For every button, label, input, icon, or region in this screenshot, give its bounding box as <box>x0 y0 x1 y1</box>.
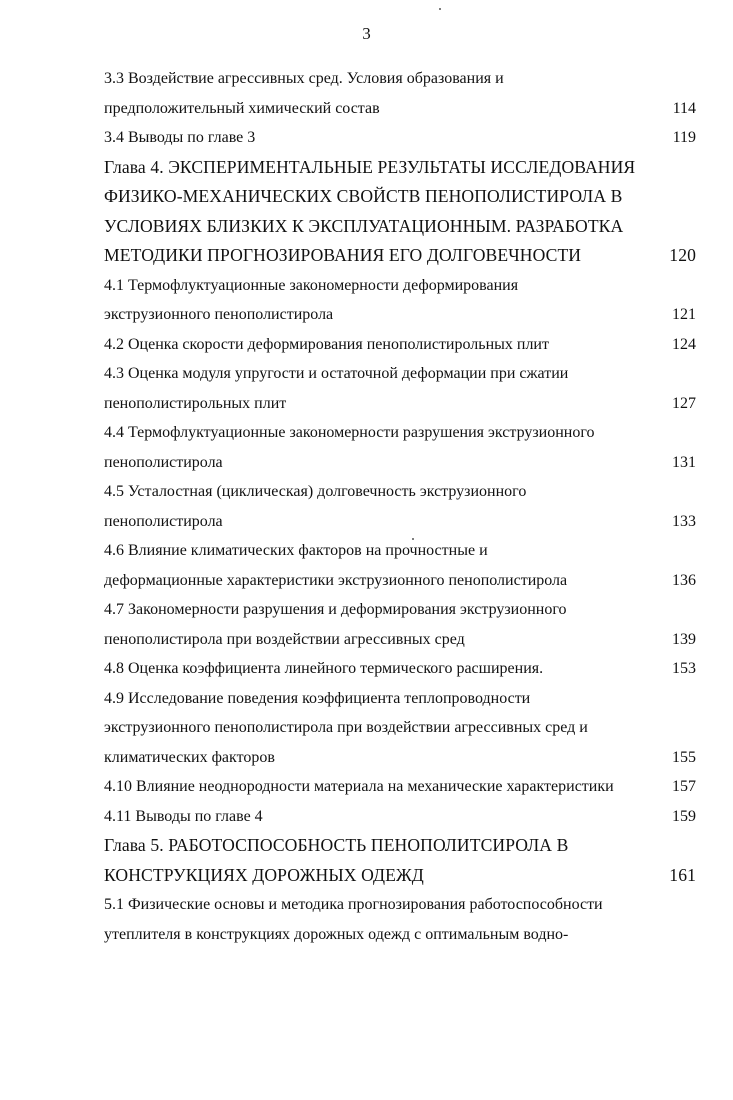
toc-page-number: 136 <box>672 571 696 589</box>
toc-entry-text: экструзионного пенополистирола при воздействии агрессивных сред и <box>104 719 588 736</box>
toc-entry-line <box>104 300 696 330</box>
toc-entry-text: деформационные характеристики экструзионного пенополистирола <box>104 571 568 589</box>
toc-page-number: 127 <box>672 394 696 412</box>
toc-entry-text: 4.10 Влияние неоднородности материала на механические характеристики <box>104 778 614 795</box>
toc-entry-text: ФИЗИКО-МЕХАНИЧЕСКИХ СВОЙСТВ ПЕНОПОЛИСТИРОЛА В <box>104 186 623 206</box>
toc-entry-line <box>104 389 696 419</box>
toc-entry-text: пенополистирольных плит <box>104 394 287 412</box>
page-number: 3 <box>362 24 371 43</box>
toc-entry-text: 5.1 Физические основы и методика прогнозирования работоспособности <box>104 896 603 913</box>
toc-page-number: 161 <box>669 864 696 885</box>
toc-entry-text: 4.4 Термофлуктуационные закономерности разрушения экструзионного <box>104 424 595 441</box>
toc-entry-line <box>104 743 696 773</box>
toc-page-number: 131 <box>672 453 696 471</box>
toc-page-number: 124 <box>672 335 696 353</box>
toc-entry-text: МЕТОДИКИ ПРОГНОЗИРОВАНИЯ ЕГО ДОЛГОВЕЧНОСТИ <box>104 245 582 265</box>
toc-entry-line <box>104 713 696 743</box>
toc-entry-text: 3.4 Выводы по главе 3 <box>104 129 256 146</box>
toc-entry-line <box>104 448 696 478</box>
toc-entry-text: 3.3 Воздействие агрессивных сред. Условия образования и <box>104 70 504 87</box>
toc-entry-text: УСЛОВИЯХ БЛИЗКИХ К ЭКСПЛУАТАЦИОННЫМ. РАЗРАБОТКА <box>104 215 624 236</box>
toc-page-number: 139 <box>672 630 696 648</box>
toc-entry-line <box>104 595 696 625</box>
toc-entry-line <box>104 890 696 920</box>
toc-entry-text: пенополистирола <box>104 453 223 471</box>
toc-chapter-line <box>104 861 696 891</box>
toc-entry-text: 4.6 Влияние климатических факторов на прочностные и <box>104 542 488 559</box>
toc-page-number: 121 <box>672 306 696 323</box>
toc-page-number: 133 <box>672 512 696 530</box>
toc-chapter-line <box>104 153 696 183</box>
toc-page-number: 120 <box>669 245 696 265</box>
table-of-contents <box>104 64 696 949</box>
scan-speck <box>439 8 441 10</box>
toc-entry-line <box>104 536 696 566</box>
toc-entry-text: КОНСТРУКЦИЯХ ДОРОЖНЫХ ОДЕЖД <box>104 864 424 885</box>
toc-entry-text: 4.2 Оценка скорости деформирования пенополистирольных плит <box>104 335 549 353</box>
toc-entry-text: предположительный химический состав <box>104 99 380 117</box>
toc-entry-line <box>104 418 696 448</box>
toc-entry-line <box>104 94 696 124</box>
toc-entry-line <box>104 477 696 507</box>
toc-page-number: 155 <box>672 748 696 766</box>
toc-entry-line <box>104 684 696 714</box>
toc-entry-text: Глава 4. ЭКСПЕРИМЕНТАЛЬНЫЕ РЕЗУЛЬТАТЫ ИССЛЕДОВАНИЯ <box>104 156 636 177</box>
toc-entry-line <box>104 772 696 802</box>
toc-entry-line <box>104 507 696 537</box>
toc-entry-line <box>104 920 696 950</box>
toc-entry-text: пенополистирола при воздействии агрессивных сред <box>104 630 465 648</box>
toc-entry-line <box>104 64 696 94</box>
toc-chapter-line <box>104 241 696 271</box>
toc-page-number: 119 <box>672 129 696 146</box>
toc-entry-line <box>104 271 696 301</box>
toc-entry-line <box>104 654 696 684</box>
toc-entry-text: пенополистирола <box>104 512 223 530</box>
toc-entry-line <box>104 359 696 389</box>
toc-page-number: 114 <box>672 99 696 117</box>
toc-entry-text: 4.11 Выводы по главе 4 <box>104 807 263 825</box>
toc-entry-line <box>104 330 696 360</box>
toc-entry-text: 4.1 Термофлуктуационные закономерности деформирования <box>104 276 519 294</box>
toc-entry-text: климатических факторов <box>104 748 275 766</box>
toc-page-number: 159 <box>672 807 696 825</box>
toc-entry-text: экструзионного пенополистирола <box>104 306 334 323</box>
toc-entry-text: 4.7 Закономерности разрушения и деформирования экструзионного <box>104 601 567 618</box>
toc-entry-line <box>104 123 696 153</box>
toc-chapter-line <box>104 831 696 861</box>
toc-entry-line <box>104 802 696 832</box>
toc-entry-text: Глава 5. РАБОТОСПОСОБНОСТЬ ПЕНОПОЛИТСИРОЛА В <box>104 835 569 855</box>
toc-entry-text: 4.8 Оценка коэффициента линейного термического расширения. <box>104 660 544 677</box>
toc-entry-line <box>104 625 696 655</box>
toc-entry-line <box>104 566 696 596</box>
toc-entry-text: 4.5 Усталостная (циклическая) долговечность экструзионного <box>104 483 527 500</box>
toc-page-number: 153 <box>672 660 696 677</box>
toc-chapter-line <box>104 212 696 242</box>
toc-entry-text: утеплителя в конструкциях дорожных одежд с оптимальным водно- <box>104 925 569 943</box>
toc-entry-text: 4.3 Оценка модуля упругости и остаточной деформации при сжатии <box>104 365 569 382</box>
toc-chapter-line <box>104 182 696 212</box>
toc-entry-text: 4.9 Исследование поведения коэффициента теплопроводности <box>104 689 531 707</box>
toc-page-number: 157 <box>672 778 696 795</box>
